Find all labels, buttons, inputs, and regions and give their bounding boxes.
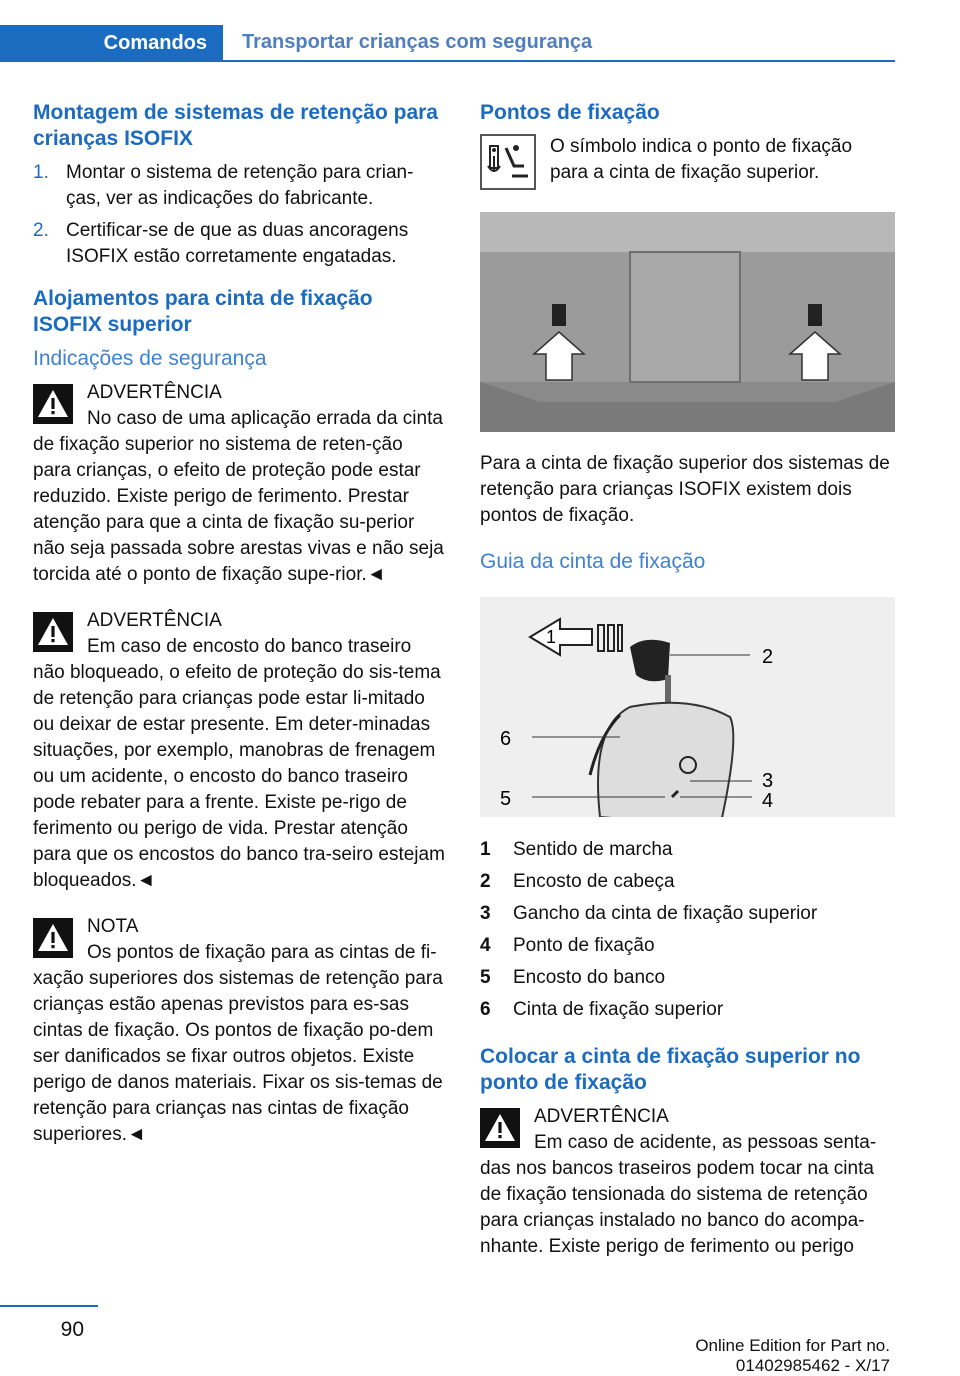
- note-title: NOTA: [87, 916, 139, 937]
- warning-text: No caso de uma aplicação errada da cinta de fixação superior no sistema de reten-ção para crianças, o efeito de proteção pode estar reduzido. Existe perigo de ferimento. Prestar atenção para que a cinta de fixação su-perior não seja passada sobre arestas vivas e não seja torcida até o ponto de fixação supe-rior.◄: [33, 408, 444, 585]
- legend-text: Gancho da cinta de fixação superior: [513, 903, 818, 924]
- legend-number: 2: [480, 871, 491, 892]
- table-row: [480, 866, 817, 898]
- table-row: [480, 834, 817, 866]
- diagram-legend: [480, 834, 817, 1026]
- table-row: [480, 898, 817, 930]
- legend-number: 5: [480, 967, 491, 988]
- step-number: 2.: [33, 220, 49, 241]
- legend-number: 1: [480, 839, 491, 860]
- symbol-row: [480, 134, 895, 190]
- table-row: [480, 962, 817, 994]
- legend-text: Encosto do banco: [513, 967, 666, 988]
- warning-text: Em caso de acidente, as pessoas senta-das nos bancos traseiros podem tocar na cinta de fixação tensionada do sistema de retenção para crianças instalado no banco do acompa-nhante. Existe perigo de ferimento ou perigo: [480, 1132, 877, 1257]
- step-text: Certificar-se de que as duas ancoragens ISOFIX estão corretamente engatadas.: [66, 220, 409, 267]
- warning-title: ADVERTÊNCIA: [87, 382, 222, 403]
- diagram-label-4: 4: [762, 790, 774, 812]
- list-item: [33, 218, 445, 270]
- warning-triangle-icon: [33, 384, 73, 424]
- left-column: [33, 100, 445, 1168]
- diagram-label-6: 6: [500, 728, 512, 750]
- edition-note: Online Edition for Part no. 01402985462 - X/17: [695, 1336, 890, 1375]
- symbol-description: O símbolo indica o ponto de fixação para a cinta de fixação superior.: [550, 136, 853, 183]
- warning-block: [33, 380, 445, 588]
- legend-text: Encosto de cabeça: [513, 871, 675, 892]
- warning-title: ADVERTÊNCIA: [87, 610, 222, 631]
- heading-attach-tether: Colocar a cinta de fixação superior no ponto de fixação: [480, 1045, 861, 1094]
- diagram-label-1: 1: [546, 627, 557, 647]
- diagram-label-3: 3: [762, 770, 774, 792]
- warning-triangle-icon: [33, 918, 73, 958]
- heading-top-tether-housing: Alojamentos para cinta de fixação ISOFIX superior: [33, 287, 373, 336]
- step-number: 1.: [33, 162, 49, 183]
- step-text: Montar o sistema de retenção para crian-ças, ver as indicações do fabricante.: [66, 162, 414, 209]
- heading-safety-notes: Indicações de segurança: [33, 347, 267, 370]
- header-bar: [0, 0, 960, 62]
- legend-text: Ponto de fixação: [513, 935, 655, 956]
- legend-text: Cinta de fixação superior: [513, 999, 724, 1020]
- warning-title: ADVERTÊNCIA: [534, 1106, 669, 1127]
- tab-section-title[interactable]: Transportar crianças com segurança: [223, 25, 895, 62]
- mounting-steps: [33, 160, 445, 270]
- note-text: Os pontos de fixação para as cintas de fi-xação superiores dos sistemas de retenção para crianças estão apenas previstos para es-sas cintas de fixação. Os pontos de fixação po-dem ser danificados se fixar outros objetos. Existe perigo de danos materiais. Fixar os sis-temas de retenção para crianças nas cintas de fixação superiores.◄: [33, 942, 443, 1145]
- diagram-label-2: 2: [762, 646, 774, 668]
- warning-text: Em caso de encosto do banco traseiro não bloqueado, o efeito de proteção do sis-tema de retenção para crianças pode estar li-mitado ou deixar de estar presente. Em deter-minadas situações, por exemplo, manobras de frenagem ou um acidente, o encosto do banco traseiro pode rebater para a frente. Existe pe-rigo de ferimento ou perigo de vida. Prestar atenção para que os encostos do banco tra-seiro estejam bloqueados.◄: [33, 636, 445, 891]
- table-row: [480, 930, 817, 962]
- table-row: [480, 994, 817, 1026]
- tether-guide-diagram: [480, 597, 895, 817]
- right-column: [480, 100, 895, 1280]
- heading-isofix-mounting: Montagem de sistemas de retenção para crianças ISOFIX: [33, 101, 438, 150]
- page-number: 90: [60, 1318, 84, 1341]
- warning-block: [480, 1104, 895, 1260]
- legend-text: Sentido de marcha: [513, 839, 673, 860]
- warning-triangle-icon: [33, 612, 73, 652]
- legend-number: 3: [480, 903, 491, 924]
- heading-tether-guide: Guia da cinta de fixação: [480, 550, 706, 573]
- heading-anchor-points: Pontos de fixação: [480, 101, 660, 124]
- note-block: [33, 914, 445, 1148]
- tab-comandos[interactable]: Comandos: [0, 25, 223, 62]
- warning-triangle-icon: [480, 1108, 520, 1148]
- anchor-points-photo: [480, 212, 895, 432]
- legend-number: 4: [480, 935, 491, 956]
- photo-caption: Para a cinta de fixação superior dos sistemas de retenção para crianças ISOFIX existem dois pontos de fixação.: [480, 453, 890, 526]
- anchor-seat-symbol-icon: [480, 134, 536, 190]
- warning-block: [33, 608, 445, 894]
- footer-divider: [0, 1305, 98, 1307]
- list-item: [33, 160, 445, 212]
- diagram-label-5: 5: [500, 788, 512, 810]
- legend-number: 6: [480, 999, 491, 1020]
